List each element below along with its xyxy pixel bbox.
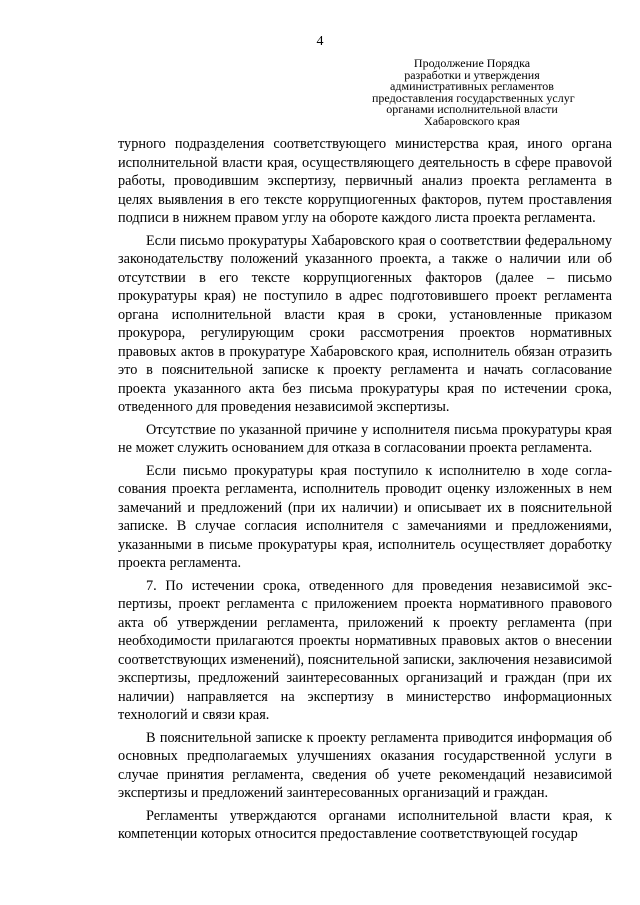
paragraph-continuation: турного подразделения соответствующего министерства края, иного органа исполнительной власти края, осуществляющего деятельность в сфере правоvой работы, проводившим экспертизу, первичный анализ проекта регламента в целях выявления в его тексте коррупциогенных факторов, путем проставления подписи в нижнем правом углу на обороте каждого листа проекта регламента. bbox=[118, 136, 612, 226]
header-note bbox=[372, 56, 575, 128]
paragraph: Если письмо прокуратуры края поступило к исполнителю в ходе согласования проекта регламента, исполнитель проводит оценку изложенных в нем замечаний и предложений (при их наличии) и описывает их в пояснительной записке. В случае согласия исполнителя с замечаниями и предложениями, указанными в письме прокуратуры края, исполнитель осуществляет доработку проекта регламента. bbox=[118, 462, 612, 571]
body-text bbox=[118, 135, 612, 848]
paragraph: Регламенты утверждаются органами исполнительной власти края, к компетенции которых относится предоставление соответствующей государ bbox=[118, 807, 612, 842]
header-note-line: разработки и утверждения bbox=[404, 67, 540, 82]
paragraph: В пояснительной записке к проекту регламента приводится информация об основных предполагаемых улучшениях оказания государственной услуги в случае принятия регламента, сведения об учете рекомендаций независимой экспертизы и предложений заинтересованных организаций и граждан. bbox=[118, 729, 612, 801]
paragraph: Если письмо прокуратуры Хабаровского края о соответствии федеральному законодательству положений указанного проекта, а также о наличии или об отсутствии в его тексте коррупциогенных факторов (далее – письмо прокуратуры края) не поступило в адрес подготовившего проект регламента органа исполнительной власти края в сроки, установленные приказом прокурора, регулирующим сроки рассмотрения проектов нормативных правовых актов в прокуратуре Хабаровского края, исполнитель обязан отразить это в пояснительной записке к проекту регламента и начать согласование проекта указанного акта без письма прокуратуры края по истечении срока, отведенного для проведения независимой экспертизы. bbox=[118, 232, 612, 415]
header-note-line: Хабаровского края bbox=[424, 113, 520, 128]
header-note-line: Продолжение Порядка bbox=[413, 56, 531, 70]
header-note-line: органами исполнительной власти bbox=[386, 102, 558, 117]
header-note-line: административных регламентов bbox=[390, 79, 554, 94]
page-number: 4 bbox=[316, 34, 324, 49]
header-note-line: предоставления государственных услуг bbox=[372, 90, 575, 105]
paragraph: Отсутствие по указанной причине у исполнителя письма прокуратуры края не может служить основанием для отказа в согласовании проекта регламента. bbox=[118, 421, 612, 456]
paragraph-item-7: 7. По истечении срока, отведенного для проведения независимой экспертизы, проект регламента с приложением проекта нормативного правового акта об утверждении регламента, приложений к проекту регламента (при необходимости прилагаются проекты нормативных правовых актов о внесении соответствующих изменений), пояснительной записки, заключения независимой экспертизы, предложений заинтересованных организаций и граждан (при их наличии) направляется на экспертизу в министерство информационных технологий и связи края. bbox=[118, 577, 612, 723]
